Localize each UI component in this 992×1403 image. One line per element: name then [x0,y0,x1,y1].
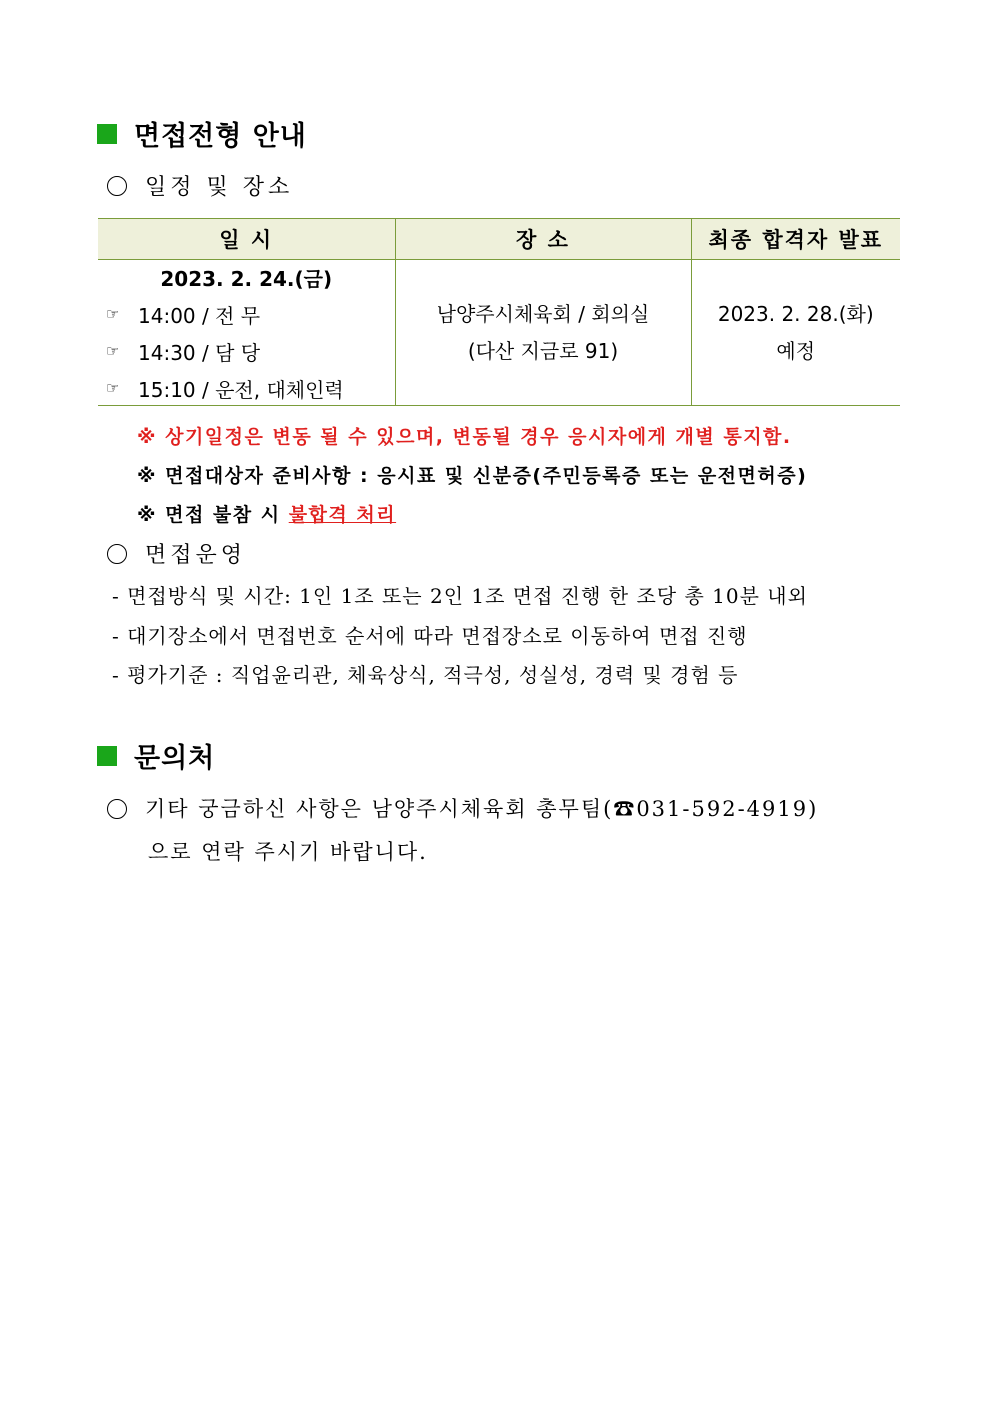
result-cell [691,260,900,406]
absence-notice-text: ※ 면접 불참 시 [137,504,289,526]
place-name: 남양주시체육회 / 회의실 [436,301,650,326]
section-heading-contact [97,736,215,775]
schedule-subheading-text: 일정 및 장소 [145,175,294,200]
schedule-table [98,218,900,406]
schedule-change-notice: ※ 상기일정은 변동 될 수 있으며, 변동될 경우 응시자에게 개별 통지함. [137,426,792,448]
list-item: - 대기장소에서 면접번호 순서에 따라 면접장소로 이동하여 면접 진행 [112,624,748,648]
list-item: - 면접방식 및 시간: 1인 1조 또는 2인 1조 면접 진행 한 조당 총 10분 내외 [112,584,808,608]
circle-bullet-icon [107,176,127,196]
contact-line [107,793,818,823]
pointing-hand-icon: ☞ [106,342,120,360]
list-item: - 평가기준 : 직업윤리관, 체육상식, 적극성, 성실성, 경력 및 경험 등 [112,663,739,687]
operation-subheading-text: 면접운영 [145,543,247,568]
time-slot [106,337,395,366]
absence-notice [137,500,396,527]
square-bullet-icon [97,746,117,766]
time-slot-text: 15:10 / 운전, 대체인력 [138,377,344,402]
result-date: 2023. 2. 28.(화) [717,301,874,326]
time-slot-text: 14:00 / 전 무 [138,303,261,328]
disqualification-text: 불합격 처리 [288,504,397,526]
operation-subheading [107,538,246,569]
contact-text: 기타 궁금하신 사항은 남양주시체육회 총무팀(☎031-592-4919) [145,797,819,821]
circle-bullet-icon [107,544,127,564]
place-address: (다산 지금로 91) [467,338,619,363]
preparation-notice: ※ 면접대상자 준비사항 : 응시표 및 신분증(주민등록증 또는 운전면허증) [137,465,808,487]
square-bullet-icon [97,124,117,144]
time-slot-text: 14:30 / 담 당 [138,340,261,365]
result-status: 예정 [776,338,816,363]
time-slot [106,300,395,329]
section-heading-interview [97,114,307,153]
contact-line-continued: 으로 연락 주시기 바랍니다. [148,840,428,864]
interview-date: 2023. 2. 24.(금) [160,266,333,291]
header-place: 장 소 [395,219,691,260]
header-result: 최종 합격자 발표 [691,219,900,260]
section-title-text: 문의처 [134,743,216,774]
time-slot [106,374,395,403]
pointing-hand-icon: ☞ [106,305,120,323]
table-row [98,260,900,406]
datetime-cell [98,260,395,406]
header-datetime: 일 시 [98,219,395,260]
schedule-subheading [107,170,293,201]
pointing-hand-icon: ☞ [106,379,120,397]
table-header-row [98,219,900,260]
place-cell [395,260,691,406]
circle-bullet-icon [107,799,127,819]
section-title-text: 면접전형 안내 [134,121,307,152]
